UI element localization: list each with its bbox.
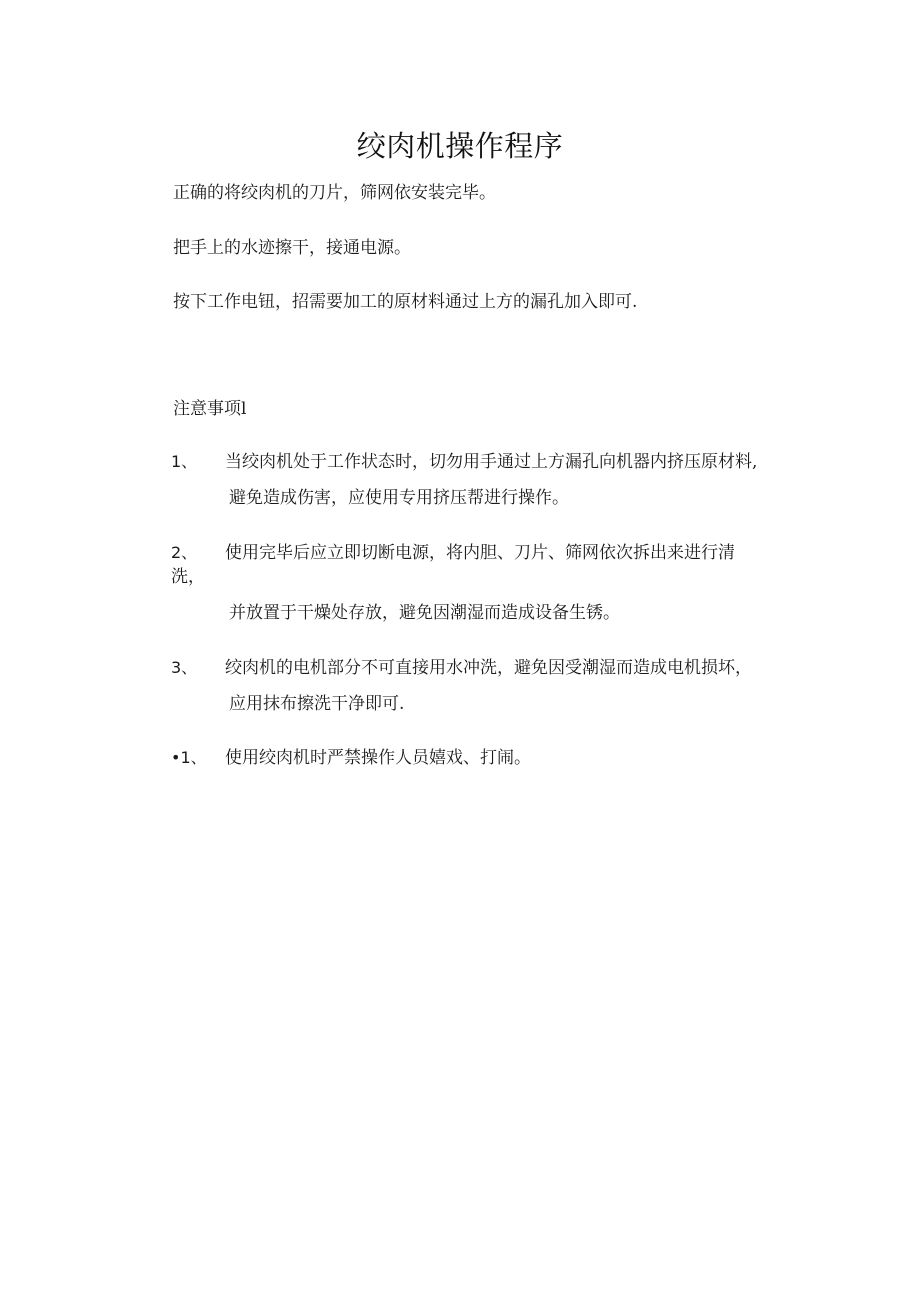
- note-2-line-1-wrap: 洗，: [171, 567, 205, 587]
- document-title: 绞肉机操作程序: [356, 129, 564, 163]
- note-3-line-2: 应用抹布擦洗干净即可.: [229, 694, 405, 714]
- note-4-line-1: 使用绞肉机时严禁操作人员嬉戏、打闹。: [225, 748, 531, 768]
- step-2: 把手上的水迹擦干，接通电源。: [173, 238, 411, 258]
- step-3: 按下工作电钮，招需要加工的原材料通过上方的漏孔加入即可.: [173, 292, 638, 312]
- note-2-line-2: 并放置于干燥处存放，避免因潮湿而造成设备生锈。: [229, 603, 620, 623]
- note-4-number: •1、: [171, 748, 207, 767]
- note-1-line-1: 当绞肉机处于工作状态时，切勿用手通过上方漏孔向机器内挤压原材料,: [225, 452, 758, 472]
- note-1-number: 1、: [171, 452, 198, 471]
- notes-heading: 注意事项l: [173, 399, 247, 419]
- step-1: 正确的将绞肉机的刀片，筛网依安装完毕。: [173, 183, 496, 203]
- note-3-line-1: 绞肉机的电机部分不可直接用水冲洗，避免因受潮湿而造成电机损坏，: [225, 658, 752, 678]
- note-2-line-1: 使用完毕后应立即切断电源，将内胆、刀片、筛网依次拆出来进行清: [225, 543, 735, 563]
- note-1-line-2: 避免造成伤害，应使用专用挤压帮进行操作。: [229, 488, 569, 508]
- note-3-number: 3、: [171, 658, 198, 677]
- note-2-number: 2、: [171, 543, 198, 562]
